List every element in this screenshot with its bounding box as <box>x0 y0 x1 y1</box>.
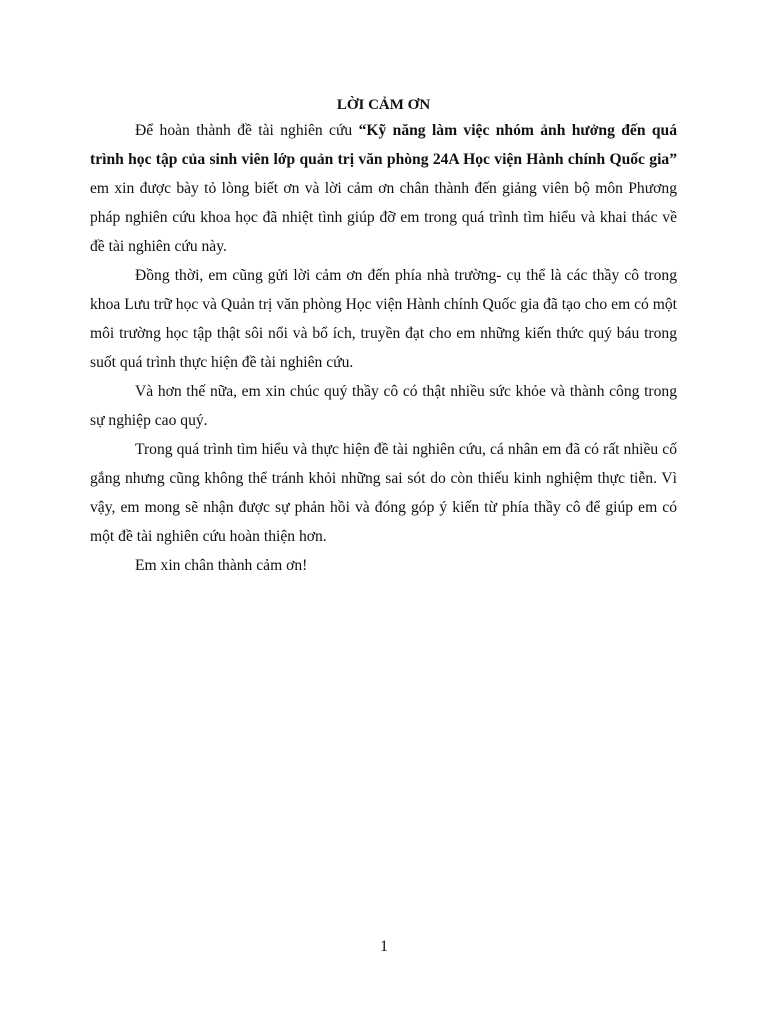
paragraph-1-rest: em xin được bày tỏ lòng biết ơn và lời cảm ơn chân thành đến giảng viên bộ môn Phương pháp nghiên cứu khoa học đã nhiệt tình giúp đỡ em trong quá trình tìm hiểu và khai thác về đề tài nghiên cứu này. <box>90 180 677 255</box>
page-number: 1 <box>380 938 388 955</box>
paragraph-3: Và hơn thế nữa, em xin chúc quý thầy cô có thật nhiều sức khỏe và thành công trong sự nghiệp cao quý. <box>90 383 677 429</box>
paragraph-1-lead: Để hoàn thành đề tài nghiên cứu <box>135 122 359 139</box>
paragraph-4: Trong quá trình tìm hiểu và thực hiện đề tài nghiên cứu, cá nhân em đã có rất nhiều cố gắng nhưng cũng không thể tránh khỏi những sai sót do còn thiếu kinh nghiệm thực tiễn. Vì vậy, em mong sẽ nhận được sự phản hồi và đóng góp ý kiến từ phía thầy cô để giúp em có một đề tài nghiên cứu hoàn thiện hơn. <box>90 441 677 545</box>
paragraph-5: Em xin chân thành cảm ơn! <box>135 557 308 574</box>
document-title: LỜI CẢM ƠN <box>336 97 431 113</box>
paragraph-2: Đồng thời, em cũng gửi lời cảm ơn đến phía nhà trường- cụ thể là các thầy cô trong khoa Lưu trữ học và Quản trị văn phòng Học viện Hành chính Quốc gia đã tạo cho em có một môi trường học tập thật sôi nổi và bổ ích, truyền đạt cho em những kiến thức quý báu trong suốt quá trình thực hiện đề tài nghiên cứu. <box>90 267 677 371</box>
paragraph-1 <box>90 116 677 261</box>
document-body <box>90 94 677 580</box>
research-topic-title: “Kỹ năng làm việc nhóm ảnh hưởng đến quá trình học tập của sinh viên lớp quản trị văn phòng 24A Học viện Hành chính Quốc gia” <box>90 122 677 168</box>
